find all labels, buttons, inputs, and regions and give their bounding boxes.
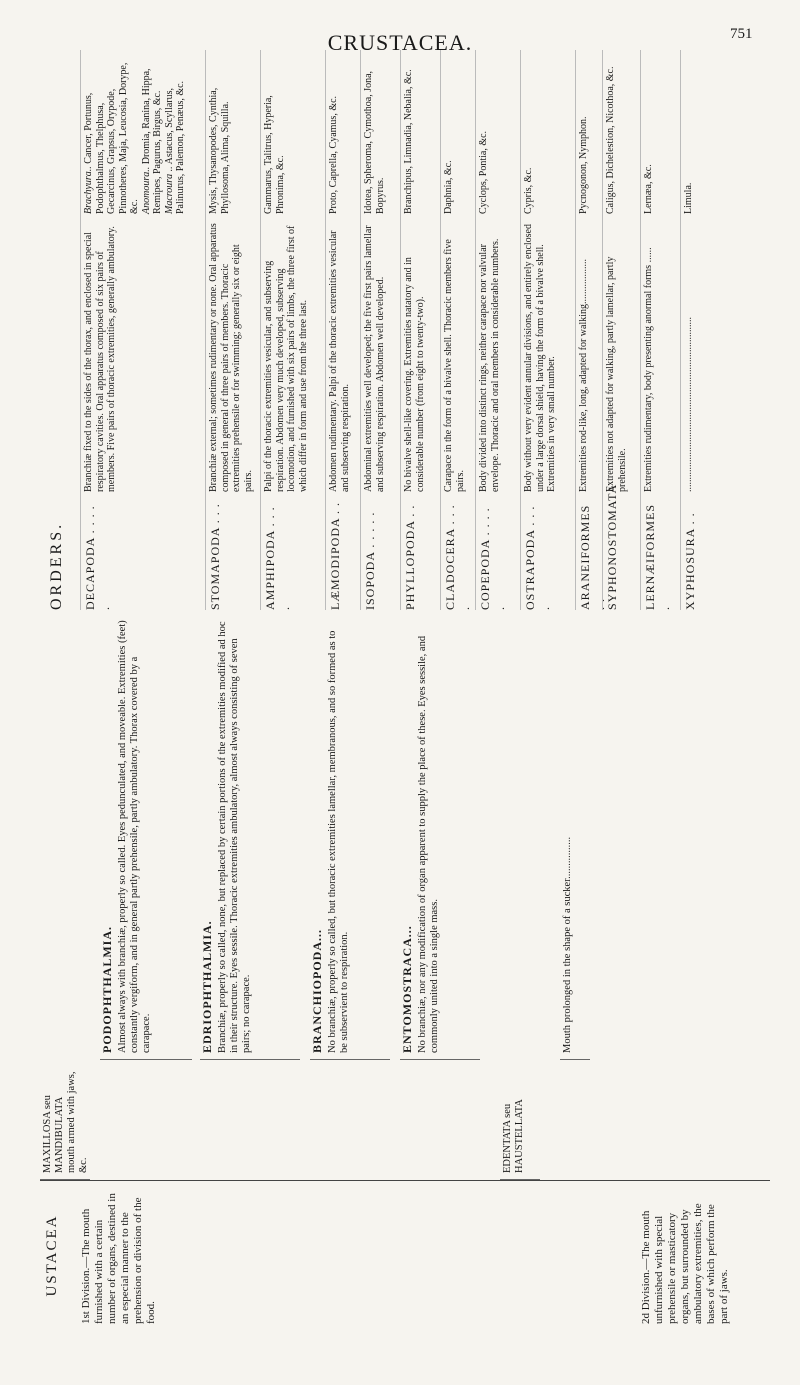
subclass-name: PODOPHTHALMIA. xyxy=(100,926,114,1053)
subclass-desc: Branchiæ, properly so called, none, but replaced by certain portions of the extremities modified ad hoc in their structure. Eyes sessile. Thoracic extremities ambulatory, almost always consisting of seven pairs; no carapace. xyxy=(217,621,252,1053)
order-families xyxy=(83,54,187,214)
family-list: Branchipus, Limnadia, Nebalia, &c. xyxy=(403,69,414,214)
order-phyllopoda xyxy=(400,50,426,610)
order-name: LERNÆIFORMES . xyxy=(643,503,672,610)
order-name: STOMAPODA . . . xyxy=(208,503,222,610)
order-amphipoda xyxy=(260,50,309,610)
section-maxillosa xyxy=(40,1070,90,1180)
order-name: SYPHONOSTOMATA xyxy=(605,483,619,610)
order-desc: Branchiæ fixed to the sides of the thorax, and enclosed in special respiratory cavities. Oral apparatus composed of six pairs of members. Five pairs of thoracic extremities, generally ambulatory. xyxy=(83,226,117,492)
order-cladocera xyxy=(440,50,473,610)
order-stomapoda xyxy=(205,50,254,610)
order-desc: Extremities not adapted for walking, partly lamellar, partly prehensile. xyxy=(605,256,628,492)
classification-table xyxy=(40,50,770,1330)
order-name: CLADOCERA . . . . xyxy=(443,504,472,610)
section-edentata xyxy=(500,1070,540,1180)
order-desc: Body divided into distinct rings, neither carapace nor valvular envelope. Thoracic and oral members in considerable numbers. xyxy=(478,238,501,492)
order-name: AMPHIPODA . . . . xyxy=(263,506,292,610)
family-list: Idotea, Spheroma, Cymothoa, Jona, Bopyrus. xyxy=(363,70,386,214)
order-copepoda xyxy=(475,50,508,610)
division-2-text: 2d Division.—The mouth unfurnished with special prehensile or masticatory organs, but surrounded by ambulatory extremities, the bases of which perform the part of jaws. xyxy=(640,1203,730,1324)
order-desc: Extremities rod-like, long, adapted for walking.................. xyxy=(578,258,589,492)
order-name: LÆMODIPODA . . xyxy=(328,501,342,610)
subclass-name: ENTOMOSTRACA... xyxy=(400,925,414,1053)
family-list: Limula. xyxy=(683,182,694,214)
order-desc: Body without very evident annular divisions, and entirely enclosed under a large dorsal shield, having the form of a bivalve shell. Extremities in very small number. xyxy=(523,224,557,492)
section-maxillosa-label: MAXILLOSA seu MANDIBULATA mouth armed with jaws, &c. xyxy=(42,1071,89,1173)
order-desc: Palpi of the thoracic extremities vesicular, and subserving respiration. Abdomen very much developed, subserving locomotion, and furnished with six pairs of limbs, the three first of which differ in form and use from the three last. xyxy=(263,225,309,492)
order-desc: Abdominal extremities well developed; the five first pairs lamellar and subserving respiration. Abdomen well developed. xyxy=(363,225,386,492)
family-group: Brachyura.. xyxy=(83,166,94,214)
order-desc: Abdomen rudimentary. Palpi of the thoracic extremities vesicular and subserving respiration. xyxy=(328,230,351,492)
order-laemodipoda xyxy=(325,50,351,610)
order-xyphosura xyxy=(680,50,698,610)
order-syphonostomata xyxy=(602,50,628,610)
family-list: Pycnogonon, Nymphon. xyxy=(578,116,589,214)
class-label: USTACEA xyxy=(44,1214,60,1297)
family-list: Cancer, Portunus, Podophthalmus, Thelphusa, Gecarcinus, Grapsus, Orypode, Pinnotheres, Maja, Leucosia, Dorype, &c. xyxy=(83,62,140,214)
family-list: Gammarus, Talitrus, Hyperia, Phronima, &c. xyxy=(263,95,286,214)
order-ostrapoda xyxy=(520,50,558,610)
subclass-edriophthalmia xyxy=(200,620,300,1060)
family-list: Caligus, Dichelestion, Nicothoa, &c. xyxy=(605,66,616,214)
subclass-desc: No branchiæ, nor any modification of organ apparent to supply the place of these. Eyes sessile, and commonly united into a single mass. xyxy=(417,635,440,1053)
family-group: Macroura .. xyxy=(163,166,175,214)
subclass-name: EDRIOPHTHALMIA. xyxy=(200,920,214,1053)
family-group: Anomoura.. xyxy=(140,166,152,214)
subclass-desc: No branchiæ, properly so called, but thoracic extremities lamellar, membranous, and so formed as to be subservient to respiration. xyxy=(327,630,350,1053)
order-isopoda xyxy=(360,50,386,610)
division-1-text: 1st Division.—The mouth furnished with a certain number of organs, destined in an especial manner to the prehension or division of the food. xyxy=(80,1193,157,1324)
subclass-column xyxy=(40,620,770,1180)
family-list: Cypris, &c. xyxy=(523,167,534,214)
subclass-entomostraca xyxy=(400,620,480,1060)
orders-column xyxy=(80,50,770,610)
order-desc: Branchiæ external; sometimes rudimentary or none. Oral apparatus composed in general of three pairs of members. Thoracic extremities prehensile or for swimming; generally six or eight pairs. xyxy=(208,223,254,492)
order-decapoda xyxy=(80,50,187,610)
subclass-podophthalmia xyxy=(100,620,192,1060)
page-title: CRUSTACEA. xyxy=(327,30,473,55)
division-column xyxy=(40,1180,770,1330)
section-edentata-label: EDENTATA seu HAUSTELLATA xyxy=(502,1099,525,1173)
order-name: DECAPODA . . . . . xyxy=(83,505,112,610)
family-list: Astacus, Scyllarus, Palinurus, Palemon, Penæus, &c. xyxy=(163,80,186,214)
subclass-desc: Mouth prolonged in the shape of a sucker................ xyxy=(562,836,573,1053)
order-desc: Carapace in the form of a bivalve shell. Thoracic members five pairs. xyxy=(443,239,466,492)
order-desc: ...................................................................... xyxy=(683,317,694,492)
page-number: 751 xyxy=(730,26,753,42)
order-name: ISOPODA . . . . . xyxy=(363,511,377,610)
family-list: Lernæa, &c. xyxy=(643,164,654,214)
family-list: Cyclops, Pontia, &c. xyxy=(478,130,489,214)
order-desc: No bivalve shell-like covering. Extremities natatory and in considerable number (from eight to twenty-two). xyxy=(403,257,426,492)
order-desc: Extremities rudimentary, body presenting anormal forms ...... xyxy=(643,247,654,492)
orders-heading: ORDERS. xyxy=(48,521,65,610)
subclass-desc: Almost always with branchiæ, properly so called. Eyes pedunculated, and moveable. Extremities (feet) constantly vergiform, and in general partly prehensile, partly ambulatory. Thorax covered by a carapace. xyxy=(117,620,152,1053)
family-list: Dromia, Ranina, Hippa, Remipes, Pagurus, Birgus, &c. xyxy=(140,68,163,214)
subclass-branchiopoda xyxy=(310,620,390,1060)
family-list: Proto, Caprella, Cyamus, &c. xyxy=(328,95,339,214)
order-name: COPEPODA . . . . . xyxy=(478,507,507,610)
subclass-name: BRANCHIOPODA... xyxy=(310,928,324,1053)
family-list: Mysis, Thysanopodes, Cynthia, Phyllosoma, Alima, Squilla. xyxy=(208,87,231,214)
order-name: XYPHOSURA . . xyxy=(683,512,697,610)
order-lernaeiformes xyxy=(640,50,673,610)
order-name: OSTRAPODA . . . . xyxy=(523,505,552,610)
order-name: ARANEIFORMES . . xyxy=(578,504,607,610)
subclass-edentata-desc xyxy=(560,620,590,1060)
order-name: PHYLLOPODA . . xyxy=(403,504,417,610)
family-list: Daphnia, &c. xyxy=(443,160,454,214)
